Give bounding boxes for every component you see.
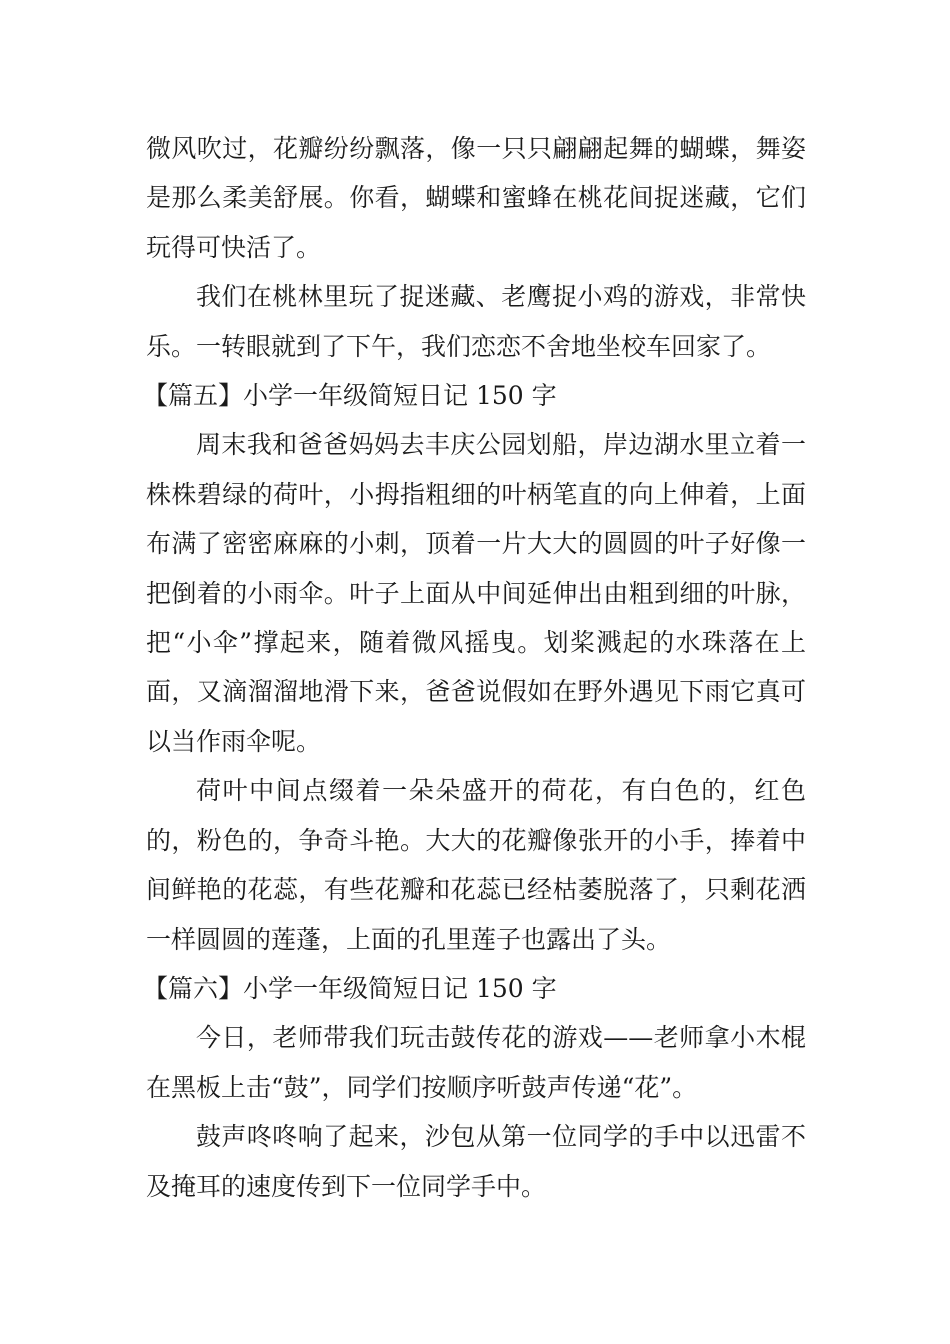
section-heading-6: 【篇六】小学一年级简短日记 150 字: [143, 973, 557, 1003]
paragraph: 今日，老师带我们玩击鼓传花的游戏——老师拿小木棍在黑板上击“鼓”，同学们按顺序听鼓声传递“花”。: [146, 1023, 806, 1102]
paragraph: 周末我和爸爸妈妈去丰庆公园划船，岸边湖水里立着一株株碧绿的荷叶，小拇指粗细的叶柄笔直的向上伸着，上面布满了密密麻麻的小刺，顶着一片大大的圆圆的叶子好像一把倒着的小雨伞。叶子上面从中间延伸出由粗到细的叶脉，把“小伞”撑起来，随着微风摇曳。划桨溅起的水珠落在上面，又滴溜溜地滑下来，爸爸说假如在野外遇见下雨它真可以当作雨伞呢。: [146, 430, 806, 756]
paragraph: 微风吹过，花瓣纷纷飘落，像一只只翩翩起舞的蝴蝶，舞姿是那么柔美舒展。你看，蝴蝶和蜜蜂在桃花间捉迷藏，它们玩得可快活了。: [146, 134, 806, 262]
paragraph: 我们在桃林里玩了捉迷藏、老鹰捉小鸡的游戏，非常快乐。一转眼就到了下午，我们恋恋不舍地坐校车回家了。: [146, 282, 806, 361]
section-heading-5: 【篇五】小学一年级简短日记 150 字: [143, 381, 557, 411]
paragraph: 鼓声咚咚响了起来，沙包从第一位同学的手中以迅雷不及掩耳的速度传到下一位同学手中。: [146, 1122, 806, 1201]
document-body: [143, 124, 806, 1211]
paragraph: 荷叶中间点缀着一朵朵盛开的荷花，有白色的，红色的，粉色的，争奇斗艳。大大的花瓣像张开的小手，捧着中间鲜艳的花蕊，有些花瓣和花蕊已经枯萎脱落了，只剩花洒一样圆圆的莲蓬，上面的孔里莲子也露出了头。: [146, 776, 806, 954]
